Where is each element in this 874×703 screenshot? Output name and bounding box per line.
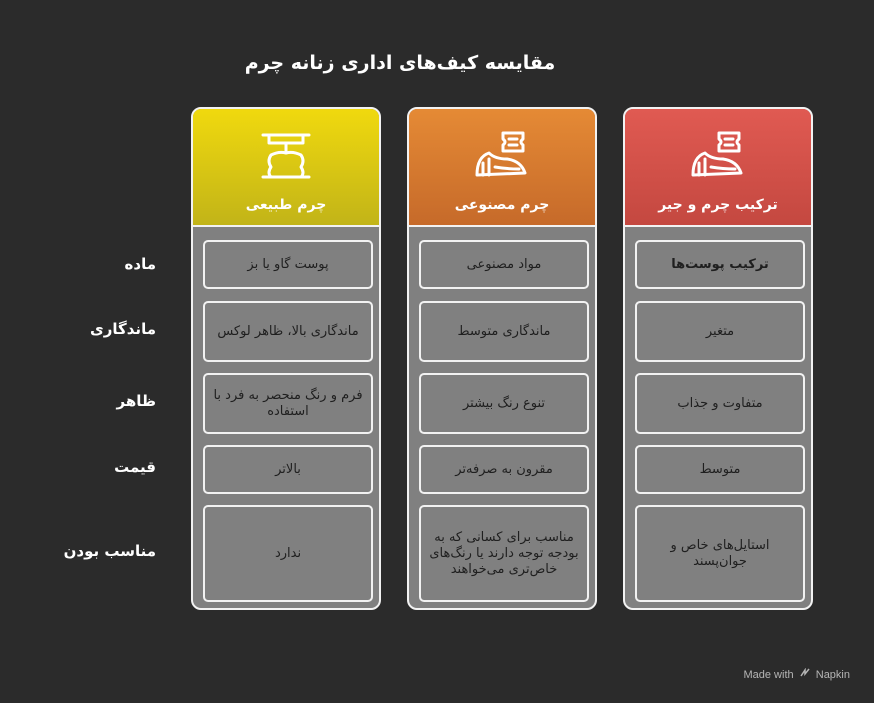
cell-price: متوسط: [635, 445, 805, 494]
cell-material: پوست گاو یا بز: [203, 240, 373, 289]
cell-price: بالاتر: [203, 445, 373, 494]
cell-suitability: ندارد: [203, 505, 373, 602]
cell-appearance: متفاوت و جذاب: [635, 373, 805, 434]
cell-durability: ماندگاری بالا، ظاهر لوکس: [203, 301, 373, 362]
cell-durability: ماندگاری متوسط: [419, 301, 589, 362]
column-title: چرم مصنوعی: [454, 197, 550, 213]
page-title: مقایسه کیف‌های اداری زنانه چرم: [244, 52, 556, 74]
row-label-suitability: مناسب بودن: [63, 542, 156, 560]
column-leather-suede: [623, 107, 813, 610]
synthetic-leather-icon: [473, 129, 531, 181]
cell-durability: متغیر: [635, 301, 805, 362]
cell-suitability: استایل‌های خاص و جوان‌پسند: [635, 505, 805, 602]
column-natural-leather: [191, 107, 381, 610]
row-label-durability: ماندگاری: [90, 320, 156, 338]
leather-suede-icon: [689, 129, 747, 181]
row-label-appearance: ظاهر: [116, 392, 156, 410]
column-synthetic-leather: [407, 107, 597, 610]
row-label-price: قیمت: [114, 458, 156, 476]
column-title: چرم طبیعی: [245, 197, 327, 213]
cell-appearance: فرم و رنگ منحصر به فرد با استفاده: [203, 373, 373, 434]
cell-price: مقرون به صرفه‌تر: [419, 445, 589, 494]
footer-made-with: Made with: [743, 669, 794, 681]
cell-material: مواد مصنوعی: [419, 240, 589, 289]
leather-hide-icon: [257, 129, 315, 181]
column-header: [625, 109, 811, 227]
cell-suitability: مناسب برای کسانی که به بودجه توجه دارند یا رنگ‌های خاص‌تری می‌خواهند: [419, 505, 589, 602]
column-header: [409, 109, 595, 227]
column-header: [193, 109, 379, 227]
column-title: ترکیب چرم و جیر: [658, 197, 778, 213]
cell-appearance: تنوع رنگ بیشتر: [419, 373, 589, 434]
footer-credit: [743, 668, 850, 681]
cell-material: ترکیب پوست‌ها: [635, 240, 805, 289]
footer-brand: Napkin: [815, 669, 850, 681]
napkin-logo-icon: [800, 668, 810, 681]
row-label-material: ماده: [124, 255, 156, 273]
